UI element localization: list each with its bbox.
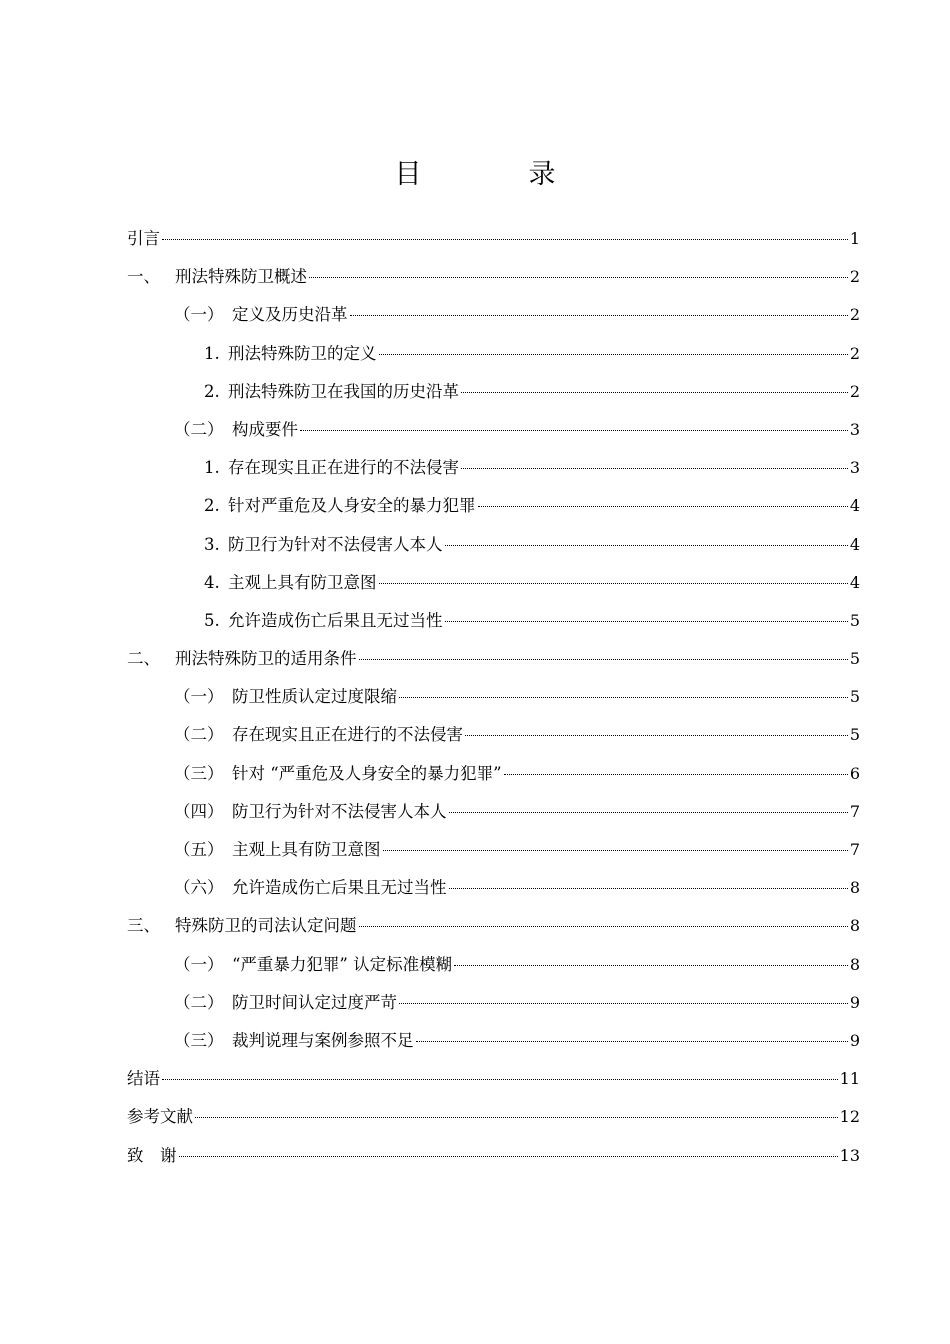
toc-entry[interactable] <box>127 755 860 793</box>
toc-entry[interactable] <box>127 220 860 258</box>
toc-entry[interactable] <box>127 487 860 525</box>
toc-entry-title: “严重暴力犯罪” 认定标准模糊 <box>232 954 453 974</box>
toc-entry[interactable] <box>127 793 860 831</box>
toc-entry-number: （二） <box>174 725 224 745</box>
toc-entry-title: 针对 “严重危及人身安全的暴力犯罪” <box>232 763 502 783</box>
toc-entry-title: 刑法特殊防卫的定义 <box>228 343 377 363</box>
toc-entry-page-number: 6 <box>849 763 860 783</box>
toc-entry-title: 刑法特殊防卫在我国的历史沿革 <box>228 381 459 401</box>
toc-entry-title: 结语 <box>127 1069 160 1089</box>
toc-entry-number: 3. <box>204 534 220 554</box>
dot-leader <box>445 621 848 622</box>
dot-leader <box>504 774 848 775</box>
toc-entry-title: 主观上具有防卫意图 <box>228 572 377 592</box>
toc-entry-title: 参考文献 <box>127 1107 193 1127</box>
toc-entry-number: 一、 <box>127 267 160 287</box>
toc-entry-number: 5. <box>204 610 220 630</box>
toc-entry-number: 2. <box>204 496 220 516</box>
toc-entry[interactable] <box>127 831 860 869</box>
toc-entry[interactable] <box>127 1022 860 1060</box>
toc-entry-page-number: 3 <box>849 419 860 439</box>
toc-entry-page-number: 11 <box>839 1069 860 1089</box>
dot-leader <box>179 1156 838 1157</box>
dot-leader <box>399 1003 848 1004</box>
toc-entry-number: （三） <box>174 763 224 783</box>
dot-leader <box>461 468 848 469</box>
toc-entry[interactable] <box>127 1098 860 1136</box>
toc-entry-title: 存在现实且正在进行的不法侵害 <box>228 458 459 478</box>
toc-entry[interactable] <box>127 869 860 907</box>
dot-leader <box>449 812 848 813</box>
dot-leader <box>449 888 848 889</box>
toc-entry-number: （六） <box>174 878 224 898</box>
toc-entry-number: （四） <box>174 801 224 821</box>
toc-entry-number: （一） <box>174 954 224 974</box>
toc-entry-page-number: 8 <box>849 878 860 898</box>
toc-entry-title: 定义及历史沿革 <box>232 305 348 325</box>
dot-leader <box>359 926 848 927</box>
toc-entry-page-number: 7 <box>849 801 860 821</box>
dot-leader <box>445 545 848 546</box>
toc-entry-page-number: 4 <box>849 534 860 554</box>
toc-entry-title: 防卫时间认定过度严苛 <box>232 992 397 1012</box>
toc-entry-title: 防卫行为针对不法侵害人本人 <box>228 534 443 554</box>
toc-entry-title: 裁判说理与案例参照不足 <box>232 1030 414 1050</box>
toc-entry-page-number: 12 <box>839 1107 860 1127</box>
toc-entry-number: 1. <box>204 458 220 478</box>
dot-leader <box>309 277 848 278</box>
toc-entry-title: 防卫性质认定过度限缩 <box>232 687 397 707</box>
toc-entry[interactable] <box>127 258 860 296</box>
toc-entry[interactable] <box>127 602 860 640</box>
toc-entry[interactable] <box>127 946 860 984</box>
toc-entry-page-number: 8 <box>849 916 860 936</box>
toc-entry-number: （三） <box>174 1030 224 1050</box>
toc-entry-page-number: 5 <box>849 649 860 669</box>
toc-entry-number: （一） <box>174 687 224 707</box>
toc-entry-number: 2. <box>204 381 220 401</box>
toc-entry[interactable] <box>127 678 860 716</box>
toc-entry-number: （五） <box>174 840 224 859</box>
toc-entry-page-number: 2 <box>849 267 860 287</box>
toc-entry-page-number: 5 <box>849 725 860 745</box>
toc-entry-title: 特殊防卫的司法认定问题 <box>175 916 357 936</box>
toc-entry[interactable] <box>127 296 860 334</box>
dot-leader <box>383 850 848 851</box>
dot-leader <box>379 583 848 584</box>
toc-title: 目 录 <box>394 159 596 190</box>
toc-entry-page-number: 9 <box>849 992 860 1012</box>
toc-entry-title: 致 谢 <box>127 1145 177 1165</box>
toc-entry-page-number: 1 <box>849 229 860 248</box>
dot-leader <box>461 392 848 393</box>
toc-entry-number: 1. <box>204 343 220 363</box>
toc-entry[interactable] <box>127 1060 860 1098</box>
toc-entry-page-number: 2 <box>849 381 860 401</box>
toc-entry-number: 4. <box>204 572 220 592</box>
dot-leader <box>399 697 848 698</box>
toc-entry[interactable] <box>127 564 860 602</box>
toc-entry-number: （二） <box>174 419 224 439</box>
toc-entry-number: （二） <box>174 992 224 1012</box>
table-of-contents <box>127 220 860 1175</box>
dot-leader <box>300 430 848 431</box>
toc-entry-page-number: 5 <box>849 687 860 707</box>
toc-entry[interactable] <box>127 984 860 1022</box>
toc-entry-title: 引言 <box>127 229 160 248</box>
toc-entry-title: 防卫行为针对不法侵害人本人 <box>232 801 447 821</box>
toc-entry-page-number: 9 <box>849 1030 860 1050</box>
dot-leader <box>359 659 848 660</box>
toc-entry[interactable] <box>127 449 860 487</box>
toc-entry-page-number: 2 <box>849 343 860 363</box>
toc-entry-title: 主观上具有防卫意图 <box>232 840 381 859</box>
toc-entry-page-number: 3 <box>849 458 860 478</box>
dot-leader <box>454 965 848 966</box>
toc-entry-number: 三、 <box>127 916 160 936</box>
toc-entry-number: （一） <box>174 305 224 325</box>
toc-entry[interactable] <box>127 1137 860 1175</box>
toc-entry[interactable] <box>127 907 860 945</box>
dot-leader <box>465 735 848 736</box>
toc-entry-title: 允许造成伤亡后果且无过当性 <box>232 878 447 898</box>
dot-leader <box>162 239 848 240</box>
toc-entry-title: 存在现实且正在进行的不法侵害 <box>232 725 463 745</box>
toc-entry-page-number: 7 <box>849 840 860 859</box>
toc-entry[interactable] <box>127 411 860 449</box>
toc-entry-title: 构成要件 <box>232 419 298 439</box>
toc-entry-number: 二、 <box>127 649 160 669</box>
toc-entry-title: 刑法特殊防卫概述 <box>175 267 307 287</box>
toc-entry-title: 刑法特殊防卫的适用条件 <box>175 649 357 669</box>
toc-entry-title: 针对严重危及人身安全的暴力犯罪 <box>228 496 476 516</box>
dot-leader <box>350 315 848 316</box>
toc-entry[interactable] <box>127 373 860 411</box>
dot-leader <box>162 1079 838 1080</box>
toc-entry[interactable] <box>127 716 860 754</box>
dot-leader <box>478 506 848 507</box>
toc-entry[interactable] <box>127 335 860 373</box>
toc-entry-page-number: 13 <box>839 1145 860 1165</box>
toc-entry[interactable] <box>127 640 860 678</box>
dot-leader <box>195 1117 838 1118</box>
toc-entry-page-number: 4 <box>849 496 860 516</box>
toc-entry-page-number: 2 <box>849 305 860 325</box>
dot-leader <box>379 354 848 355</box>
toc-entry-page-number: 8 <box>849 954 860 974</box>
toc-entry-page-number: 4 <box>849 572 860 592</box>
dot-leader <box>416 1041 848 1042</box>
toc-entry-page-number: 5 <box>849 610 860 630</box>
toc-entry-title: 允许造成伤亡后果且无过当性 <box>228 610 443 630</box>
toc-entry[interactable] <box>127 526 860 564</box>
